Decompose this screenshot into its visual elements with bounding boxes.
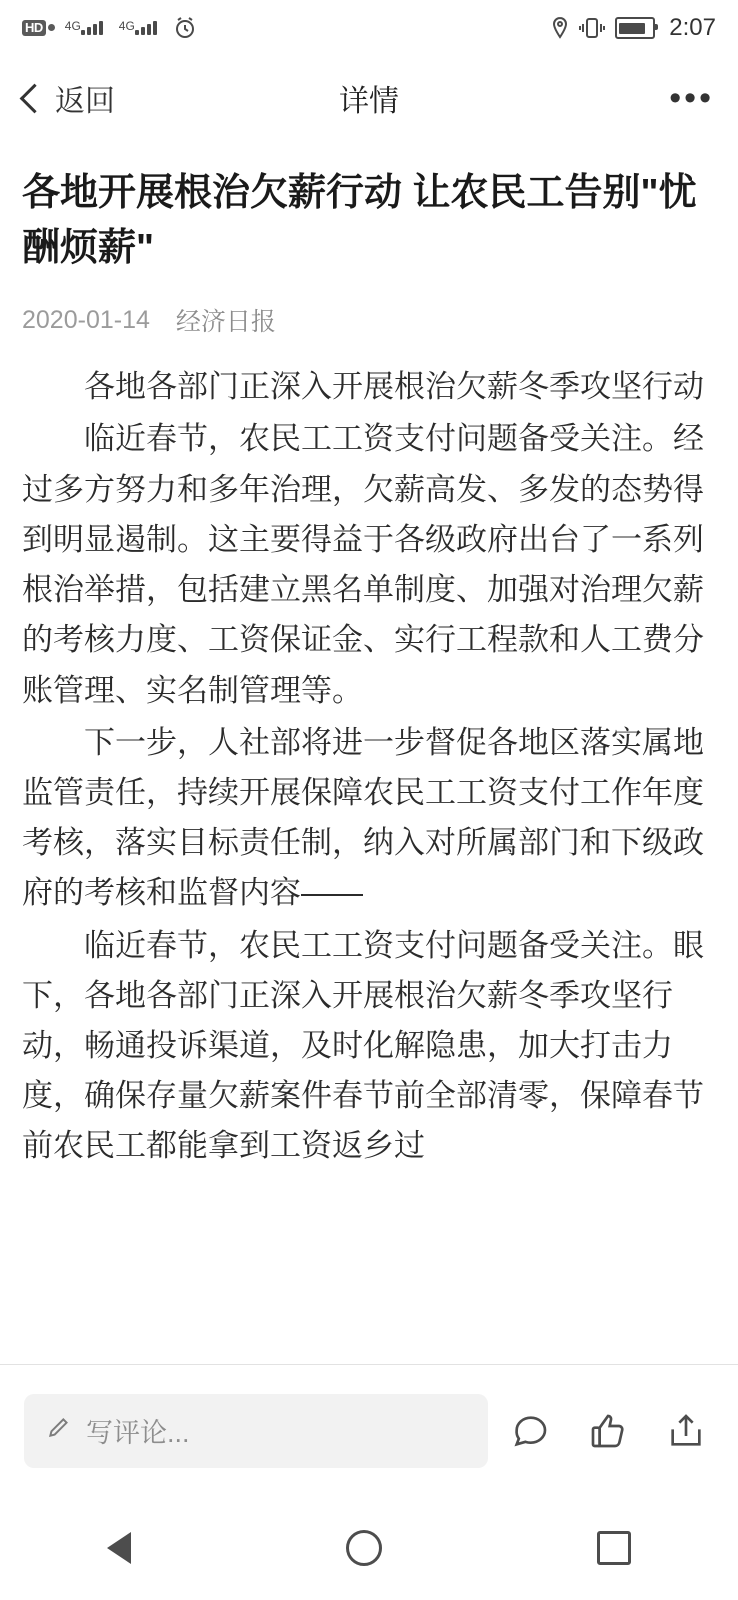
article-meta — [22, 302, 716, 338]
article-headline: 各地开展根治欠薪行动 让农民工告别"忧酬烦薪" — [22, 172, 697, 270]
article-paragraph: 下一步，人社部将进一步督促各地区落实属地监管责任，持续开展保障农民工工资支付工作年度考核，落实目标责任制，纳入对所属部门和下级政府的考核和监督内容—— — [22, 724, 704, 911]
network-gen-label-1: 4G — [64, 19, 81, 33]
chevron-left-icon — [20, 83, 50, 113]
triangle-back-icon[interactable] — [107, 1532, 131, 1564]
article-source: 经济日报 — [175, 308, 276, 337]
system-navigation-bar — [0, 1496, 738, 1600]
article-paragraph: 各地各部门正深入开展根治欠薪冬季攻坚行动 — [84, 369, 704, 405]
comment-input[interactable] — [24, 1394, 488, 1468]
battery-icon — [615, 17, 655, 39]
hd-dot-icon — [48, 24, 55, 31]
vibrate-icon — [579, 17, 605, 39]
article-paragraph: 临近春节，农民工工资支付问题备受关注。经过多方努力和多年治理，欠薪高发、多发的态势得到明显遏制。这主要得益于各级政府出台了一系列根治举措，包括建立黑名单制度、加强对治理欠薪的考核力度、工资保证金、实行工程款和人工费分账管理、实名制管理等。 — [22, 421, 704, 708]
comment-input-placeholder: 写评论... — [86, 1418, 190, 1448]
network-gen-label-2: 4G — [118, 19, 135, 33]
hd-label: HD — [22, 20, 46, 36]
pencil-icon — [46, 1414, 72, 1447]
status-bar — [0, 0, 738, 56]
status-bar-left — [22, 16, 197, 40]
signal-icon-1 — [65, 21, 109, 35]
location-icon — [551, 17, 569, 39]
alarm-icon — [173, 16, 197, 40]
page-title: 详情 — [339, 85, 399, 118]
action-icons — [510, 1411, 714, 1451]
square-recents-icon[interactable] — [597, 1531, 631, 1565]
comment-icon[interactable] — [510, 1411, 550, 1451]
back-button[interactable] — [24, 76, 115, 120]
thumbs-up-icon[interactable] — [588, 1411, 628, 1451]
status-bar-right — [551, 14, 716, 42]
comment-bar — [0, 1364, 738, 1496]
back-button-label: 返回 — [55, 85, 115, 118]
article-body — [22, 362, 716, 1172]
hd-icon — [22, 20, 55, 36]
article-container — [0, 140, 738, 1370]
circle-home-icon[interactable] — [346, 1530, 382, 1566]
article-date: 2020-01-14 — [22, 305, 150, 334]
status-bar-clock: 2:07 — [669, 14, 716, 41]
nav-bar — [0, 56, 738, 140]
more-options-button[interactable]: ••• — [669, 78, 714, 117]
share-icon[interactable] — [666, 1411, 706, 1451]
signal-icon-2 — [119, 21, 163, 35]
article-paragraph: 临近春节，农民工工资支付问题备受关注。眼下，各地各部门正深入开展根治欠薪冬季攻坚行动，畅通投诉渠道，及时化解隐患，加大打击力度，确保存量欠薪案件春节前全部清零，保障春节前农民工都能拿到工资返乡过 — [22, 927, 704, 1164]
